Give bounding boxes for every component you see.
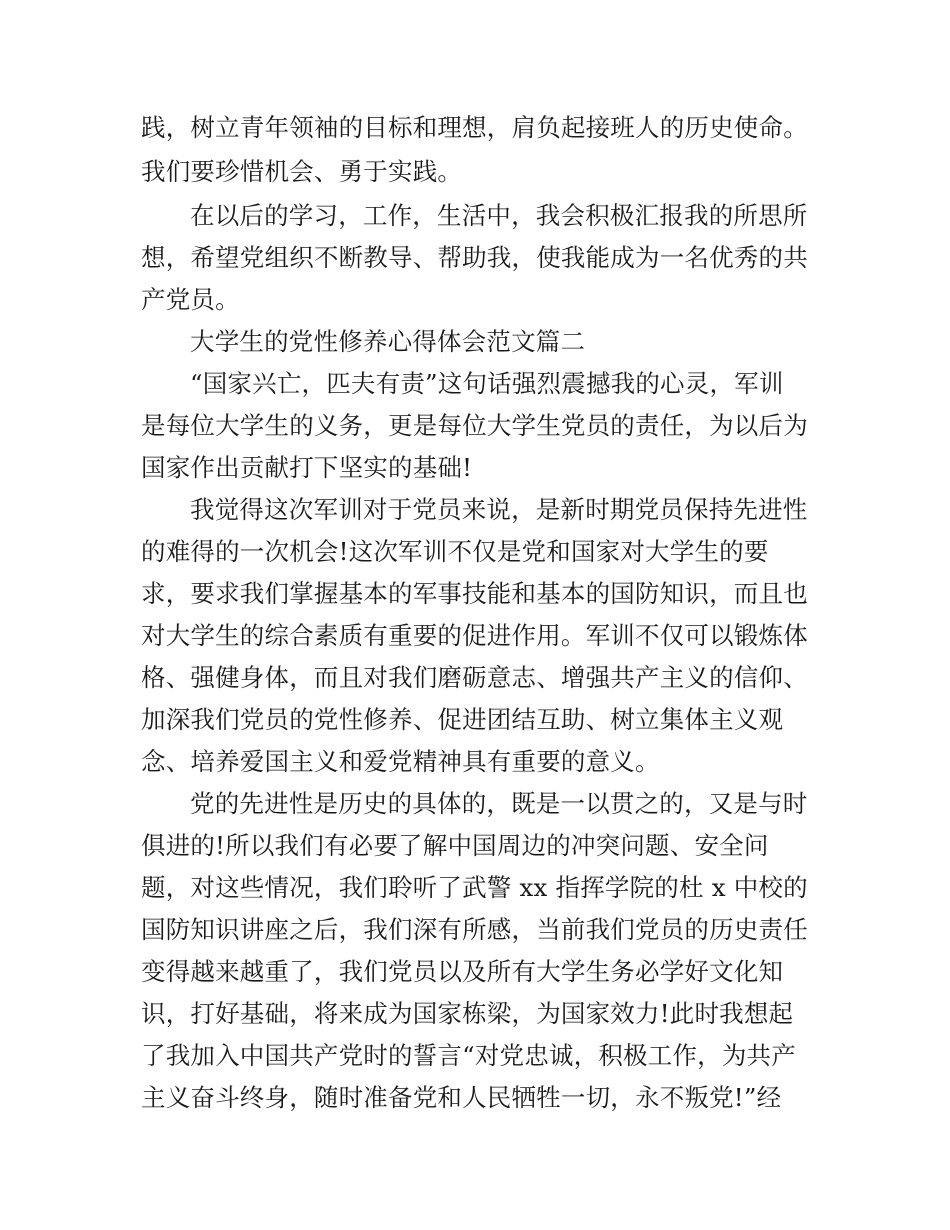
text-line: 加深我们党员的党性修养、促进团结互助、树立集体主义观 [141,705,784,734]
text-line: 识，打好基础，将来成为国家栋梁，为国家效力!此时我想起 [141,999,794,1028]
text-line: 俱进的!所以我们有必要了解中国周边的冲突问题、安全问 [141,831,769,860]
text-line: 国家作出贡献打下坚实的基础! [141,453,473,482]
paragraph-start: 我觉得这次军训对于党员来说，是新时期党员保持先进性 [190,495,808,524]
text-line: 对大学生的综合素质有重要的促进作用。军训不仅可以锻炼体 [141,621,808,650]
text-line: 我们要珍惜机会、勇于实践。 [141,157,463,186]
text-line: 产党员。 [141,285,240,314]
paragraph-start: 在以后的学习，工作，生活中，我会积极汇报我的所思所 [190,201,808,230]
section-heading: 大学生的党性修养心得体会范文篇二 [190,327,586,356]
text-line: 念、培养爱国主义和爱党精神具有重要的意义。 [141,747,660,776]
text-line: 国防知识讲座之后，我们深有所感，当前我们党员的历史责任 [141,915,808,944]
text-line: 题，对这些情况，我们聆听了武警 xx 指挥学院的杜 x 中校的 [141,873,808,902]
text-line: 求，要求我们掌握基本的军事技能和基本的国防知识，而且也 [141,579,808,608]
text-line: 是每位大学生的义务，更是每位大学生党员的责任，为以后为 [141,411,808,440]
text-line: 了我加入中国共产党时的誓言“对党忠诚，积极工作，为共产 [141,1041,796,1070]
text-line: 主义奋斗终身，随时准备党和人民牺牲一切，永不叛党!”经 [141,1083,782,1112]
text-line: 想，希望党组织不断教导、帮助我，使我能成为一名优秀的共 [141,243,808,272]
text-line: 的难得的一次机会!这次军训不仅是党和国家对大学生的要 [141,537,769,566]
text-line: 变得越来越重了，我们党员以及所有大学生务必学好文化知 [141,957,784,986]
text-line: 践，树立青年领袖的目标和理想，肩负起接班人的历史使命。 [141,113,808,142]
text-line: 格、强健身体，而且对我们磨砺意志、增强共产主义的信仰、 [141,663,808,692]
paragraph-start: “国家兴亡，匹夫有责”这句话强烈震撼我的心灵，军训 [190,369,784,398]
paragraph-start: 党的先进性是历史的具体的，既是一以贯之的，又是与时 [190,789,808,818]
